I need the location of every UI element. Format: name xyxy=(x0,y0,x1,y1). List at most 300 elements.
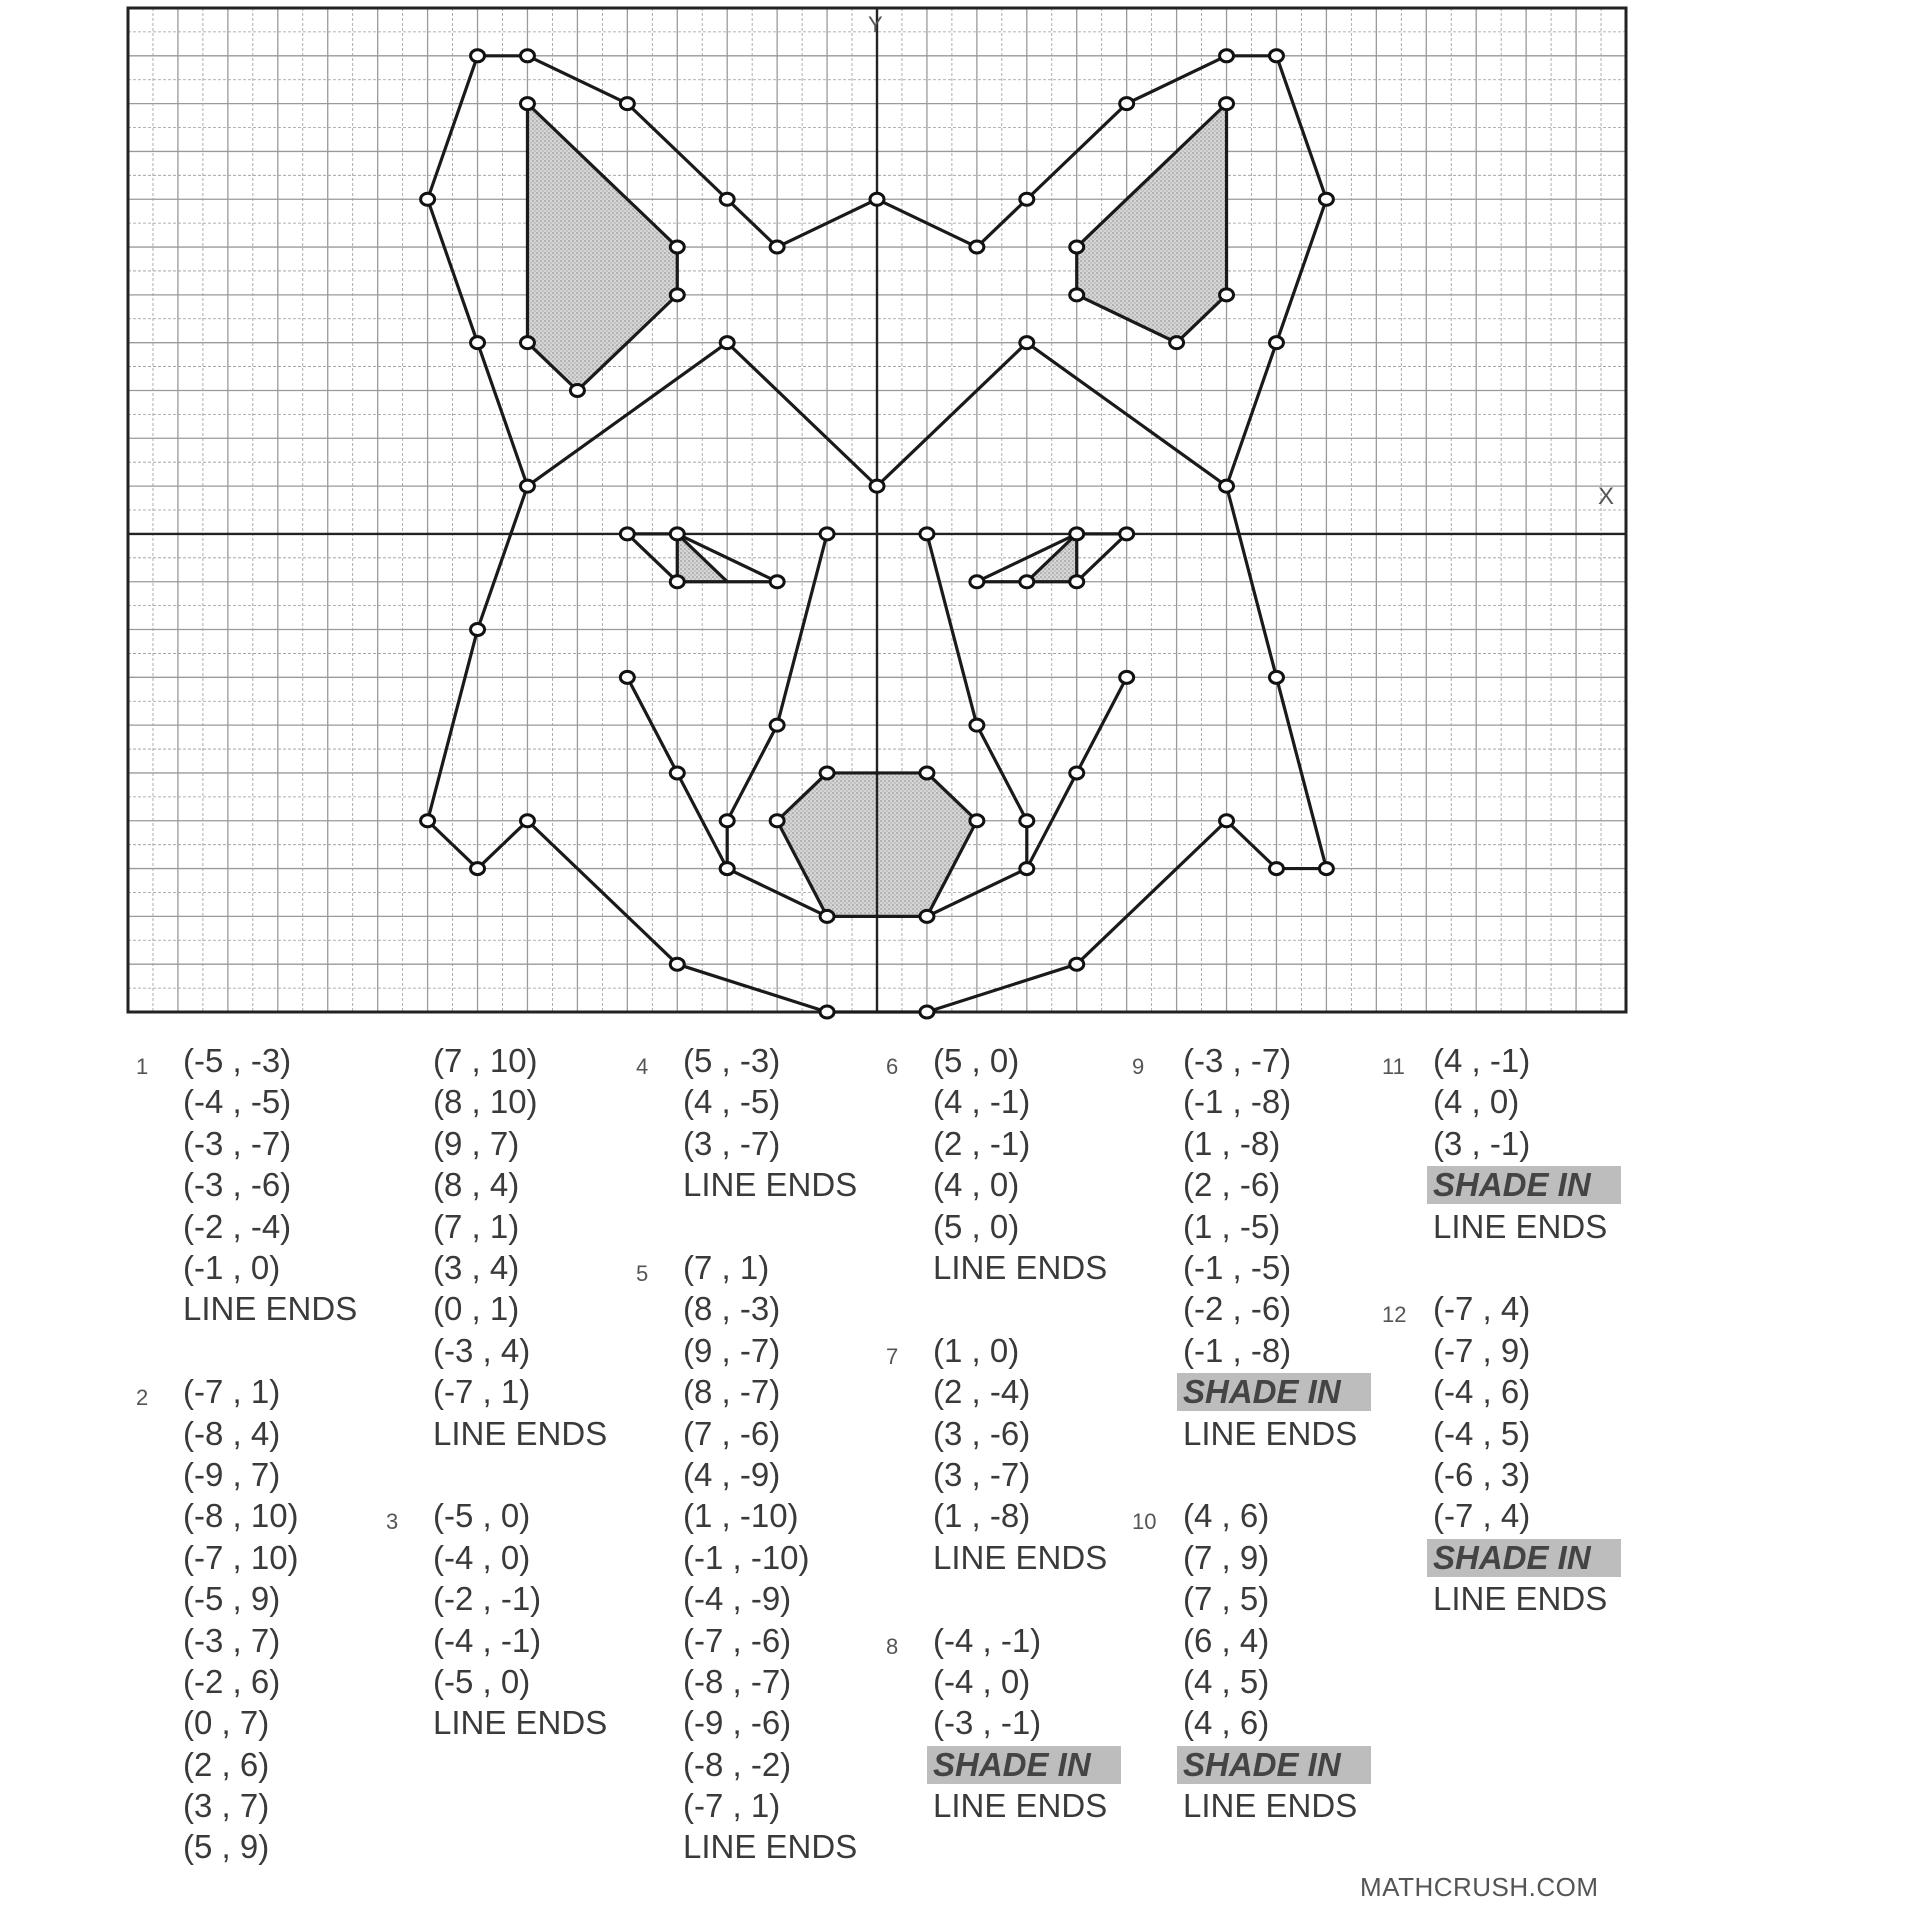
list-item xyxy=(933,1620,1121,1661)
point-marker xyxy=(471,50,485,62)
coordinate-pair: (1 , 0) xyxy=(933,1331,1020,1369)
point-marker xyxy=(1319,193,1333,205)
list-item xyxy=(183,1744,299,1785)
coordinate-pair: (7 , 5) xyxy=(1183,1580,1270,1618)
list-item xyxy=(183,1164,357,1205)
instruction-group-9 xyxy=(1132,1040,1371,1454)
coordinate-pair: (-7 , 4) xyxy=(1433,1497,1531,1535)
point-marker xyxy=(1220,480,1234,492)
list-item xyxy=(933,1413,1107,1454)
coordinate-pair: (-7 , 4) xyxy=(1433,1290,1531,1328)
coordinate-pair: (4 , 6) xyxy=(1183,1704,1270,1742)
coordinate-pair: (-3 , -7) xyxy=(1183,1042,1292,1079)
point-marker xyxy=(520,98,534,110)
list-item xyxy=(1183,1537,1371,1578)
list-item xyxy=(433,1247,607,1288)
list-item xyxy=(1433,1537,1621,1578)
list-item xyxy=(1433,1454,1621,1495)
instruction-number: 7 xyxy=(886,1343,899,1369)
list-item xyxy=(683,1661,857,1702)
instruction-number: 2 xyxy=(136,1385,149,1411)
list-item xyxy=(1183,1040,1371,1081)
point-marker xyxy=(620,528,634,540)
list-item xyxy=(433,1040,607,1081)
shaded-region-12 xyxy=(527,104,677,391)
coordinate-pair: (3 , -7) xyxy=(683,1124,781,1162)
list-item xyxy=(1183,1371,1371,1412)
list-item xyxy=(933,1661,1121,1702)
point-marker xyxy=(770,241,784,253)
coordinate-pair: (5 , -3) xyxy=(683,1042,781,1079)
list-item xyxy=(433,1081,607,1122)
point-marker xyxy=(1070,289,1084,301)
list-item xyxy=(683,1826,857,1867)
list-item xyxy=(1183,1620,1371,1661)
instruction-group-6 xyxy=(886,1040,1108,1288)
list-item xyxy=(183,1578,299,1619)
list-item xyxy=(1183,1744,1371,1785)
list-item xyxy=(1183,1785,1371,1826)
list-item xyxy=(1433,1495,1621,1536)
coordinate-pair: (1 , -8) xyxy=(1183,1124,1281,1162)
coordinate-pair: (2 , -1) xyxy=(933,1124,1031,1162)
list-item xyxy=(683,1330,857,1371)
coordinate-pair: (-9 , -6) xyxy=(683,1704,792,1742)
list-item xyxy=(933,1247,1107,1288)
list-item xyxy=(933,1371,1107,1412)
coordinate-pair: (9 , -7) xyxy=(683,1331,781,1369)
coordinate-pair: (4 , -5) xyxy=(683,1083,781,1121)
coordinate-pair: (-8 , 10) xyxy=(183,1497,299,1535)
line-ends-label: LINE ENDS xyxy=(183,1290,358,1328)
list-item xyxy=(683,1578,857,1619)
coordinate-pair: (-2 , 6) xyxy=(183,1662,281,1700)
point-marker xyxy=(1070,767,1084,779)
point-marker xyxy=(1020,863,1034,875)
coordinate-pair: (7 , 9) xyxy=(1183,1538,1270,1576)
y-axis-label: Y xyxy=(868,12,883,37)
point-marker xyxy=(1070,958,1084,970)
coordinate-pair: (-5 , 0) xyxy=(433,1497,531,1535)
list-item xyxy=(1183,1164,1371,1205)
instruction-number: 1 xyxy=(136,1054,149,1079)
point-marker xyxy=(670,528,684,540)
point-marker xyxy=(720,337,734,349)
list-item xyxy=(933,1330,1107,1371)
point-marker xyxy=(1020,337,1034,349)
list-item xyxy=(1183,1123,1371,1164)
credit-text: MATHCRUSH.COM xyxy=(1360,1872,1599,1902)
coordinate-pair: (-7 , 9) xyxy=(1433,1331,1531,1369)
coordinate-pair: (1 , -8) xyxy=(933,1497,1031,1535)
list-item xyxy=(933,1537,1107,1578)
coordinate-pair: (-7 , 1) xyxy=(183,1373,281,1411)
list-item xyxy=(683,1620,857,1661)
list-item xyxy=(933,1454,1107,1495)
point-marker xyxy=(471,337,485,349)
list-item xyxy=(1183,1578,1371,1619)
coordinate-pair: (7 , 10) xyxy=(433,1042,538,1079)
instruction-number: 5 xyxy=(636,1261,649,1286)
coordinate-pair: (3 , 4) xyxy=(433,1248,520,1286)
point-marker xyxy=(770,719,784,731)
instruction-group-4 xyxy=(636,1040,858,1206)
coordinate-pair: (-1 , -8) xyxy=(1183,1331,1292,1369)
coordinate-pair: (-1 , -8) xyxy=(1183,1083,1292,1121)
coordinate-pair: (-4 , 6) xyxy=(1433,1373,1531,1411)
point-marker xyxy=(1269,337,1283,349)
coordinate-pair: (-4 , -1) xyxy=(933,1621,1042,1659)
line-ends-label: LINE ENDS xyxy=(683,1166,858,1204)
list-item xyxy=(683,1785,857,1826)
instruction-number: 11 xyxy=(1382,1054,1405,1079)
point-marker xyxy=(870,480,884,492)
list-item xyxy=(433,1123,607,1164)
coordinate-pair: (-5 , 9) xyxy=(183,1580,281,1618)
instruction-number: 3 xyxy=(386,1509,399,1535)
coordinate-pair: (8 , 4) xyxy=(433,1166,520,1204)
instruction-number: 6 xyxy=(886,1054,899,1079)
list-item xyxy=(1433,1288,1621,1329)
list-item xyxy=(183,1081,357,1122)
point-marker xyxy=(820,767,834,779)
list-item xyxy=(183,1371,299,1412)
point-marker xyxy=(520,50,534,62)
point-marker xyxy=(471,624,485,636)
point-marker xyxy=(1220,98,1234,110)
point-marker xyxy=(1269,671,1283,683)
list-item xyxy=(183,1620,299,1661)
point-marker xyxy=(970,241,984,253)
coordinate-pair: (-3 , 4) xyxy=(433,1331,531,1369)
instruction-group-8 xyxy=(886,1620,1121,1827)
point-marker xyxy=(670,958,684,970)
coordinate-pair: (-7 , -6) xyxy=(683,1621,792,1659)
list-item xyxy=(683,1495,857,1536)
coordinate-pair: (3 , -7) xyxy=(933,1455,1031,1493)
point-marker xyxy=(720,193,734,205)
line-ends-label: LINE ENDS xyxy=(1183,1414,1358,1452)
coordinate-pair: (-1 , -5) xyxy=(1183,1248,1292,1286)
list-item xyxy=(683,1537,857,1578)
point-marker xyxy=(1120,98,1134,110)
point-marker xyxy=(421,193,435,205)
shade-in-label: SHADE IN xyxy=(1177,1746,1371,1784)
coordinate-pair: (-8 , -2) xyxy=(683,1745,792,1783)
point-marker xyxy=(1020,576,1034,588)
point-marker xyxy=(720,863,734,875)
list-item xyxy=(183,1040,357,1081)
instruction-group-10 xyxy=(1132,1495,1371,1826)
list-item xyxy=(1433,1081,1621,1122)
point-marker xyxy=(970,815,984,827)
coordinate-pair: (8 , -3) xyxy=(683,1290,781,1328)
point-marker xyxy=(920,910,934,922)
list-item xyxy=(1183,1413,1371,1454)
line-ends-label: LINE ENDS xyxy=(683,1828,858,1866)
coordinate-pair: (5 , 0) xyxy=(933,1207,1020,1245)
line-ends-label: LINE ENDS xyxy=(1183,1787,1358,1825)
shade-in-label: SHADE IN xyxy=(1427,1166,1621,1204)
point-marker xyxy=(1220,289,1234,301)
list-item xyxy=(933,1040,1107,1081)
point-marker xyxy=(770,576,784,588)
point-marker xyxy=(570,384,584,396)
point-marker xyxy=(620,671,634,683)
point-marker xyxy=(1070,241,1084,253)
coordinate-pair: (-6 , 3) xyxy=(1433,1455,1531,1493)
point-marker xyxy=(920,767,934,779)
point-marker xyxy=(520,815,534,827)
list-item xyxy=(1433,1578,1621,1619)
instruction-group-11 xyxy=(1382,1040,1621,1247)
list-item xyxy=(683,1247,857,1288)
coordinate-pair: (-7 , 10) xyxy=(183,1538,299,1576)
coordinate-pair: (-5 , 0) xyxy=(433,1662,531,1700)
coordinate-pair: (-4 , -5) xyxy=(183,1083,292,1121)
point-marker xyxy=(1120,671,1134,683)
point-marker xyxy=(520,337,534,349)
list-item xyxy=(433,1413,607,1454)
coordinate-pair: (3 , -6) xyxy=(933,1414,1031,1452)
shade-in-label: SHADE IN xyxy=(1427,1539,1621,1577)
point-marker xyxy=(870,193,884,205)
list-item xyxy=(183,1206,357,1247)
list-item xyxy=(183,1537,299,1578)
list-item xyxy=(683,1081,857,1122)
coordinate-pair: (0 , 1) xyxy=(433,1290,520,1328)
list-item xyxy=(433,1371,607,1412)
coordinate-pair: (-5 , -3) xyxy=(183,1042,292,1079)
coordinate-pair: (-3 , 7) xyxy=(183,1621,281,1659)
coordinate-pair: (-4 , -9) xyxy=(683,1580,792,1618)
point-marker xyxy=(920,528,934,540)
coordinate-pair: (-1 , -10) xyxy=(683,1538,810,1576)
coordinate-pair: (-7 , 1) xyxy=(433,1373,531,1411)
coordinate-pair: (-1 , 0) xyxy=(183,1248,281,1286)
coordinate-pair: (-8 , -7) xyxy=(683,1662,792,1700)
coordinate-pair: (-2 , -6) xyxy=(1183,1290,1292,1328)
coordinate-pair: (2 , -6) xyxy=(1183,1166,1281,1204)
point-marker xyxy=(720,815,734,827)
coordinate-pair: (-3 , -6) xyxy=(183,1166,292,1204)
instruction-number: 4 xyxy=(636,1054,649,1079)
list-item xyxy=(1433,1164,1621,1205)
line-ends-label: LINE ENDS xyxy=(933,1787,1108,1825)
coordinate-pair: (7 , 1) xyxy=(683,1249,770,1286)
point-marker xyxy=(1020,815,1034,827)
coordinate-pair: (-4 , -1) xyxy=(433,1621,542,1659)
list-item xyxy=(933,1702,1121,1743)
coordinate-pair: (5 , 0) xyxy=(933,1042,1020,1079)
point-marker xyxy=(1170,337,1184,349)
point-marker xyxy=(1120,528,1134,540)
instruction-group-1 xyxy=(136,1040,358,1330)
coordinate-pair: (-2 , -4) xyxy=(183,1207,292,1245)
list-item xyxy=(183,1288,357,1329)
list-item xyxy=(1183,1206,1371,1247)
coordinate-pair: (-8 , 4) xyxy=(183,1414,281,1452)
list-item xyxy=(933,1744,1121,1785)
list-item xyxy=(933,1081,1107,1122)
list-item xyxy=(1183,1247,1371,1288)
coordinate-pair: (1 , -5) xyxy=(1183,1207,1281,1245)
list-item xyxy=(933,1495,1107,1536)
list-item xyxy=(433,1578,607,1619)
line-ends-label: LINE ENDS xyxy=(1433,1580,1608,1618)
instruction-group-12 xyxy=(1382,1288,1621,1619)
point-marker xyxy=(1070,528,1084,540)
list-item xyxy=(1433,1413,1621,1454)
point-marker xyxy=(520,480,534,492)
coordinate-pair: (-2 , -1) xyxy=(433,1580,542,1618)
instruction-group-7 xyxy=(886,1330,1108,1578)
coordinate-pair: (3 , -1) xyxy=(1433,1124,1531,1162)
coordinate-pair: (-3 , -1) xyxy=(933,1704,1042,1742)
list-item xyxy=(1433,1040,1621,1081)
list-item xyxy=(1183,1661,1371,1702)
coordinate-pair: (-9 , 7) xyxy=(183,1455,281,1493)
list-item xyxy=(683,1454,857,1495)
coordinate-pair: (4 , -1) xyxy=(1433,1042,1531,1079)
coordinate-pair: (8 , -7) xyxy=(683,1373,781,1411)
line-ends-label: LINE ENDS xyxy=(433,1414,608,1452)
list-item xyxy=(933,1123,1107,1164)
list-item xyxy=(433,1661,607,1702)
list-item xyxy=(433,1330,607,1371)
list-item xyxy=(183,1702,299,1743)
point-marker xyxy=(970,576,984,588)
coordinate-pair: (9 , 7) xyxy=(433,1124,520,1162)
list-item xyxy=(183,1247,357,1288)
point-marker xyxy=(820,528,834,540)
line-ends-label: LINE ENDS xyxy=(433,1704,608,1742)
line-ends-label: LINE ENDS xyxy=(933,1248,1108,1286)
coordinate-pair: (3 , 7) xyxy=(183,1787,270,1825)
coordinate-pair: (-4 , 0) xyxy=(433,1538,531,1576)
coordinate-pair: (4 , -9) xyxy=(683,1455,781,1493)
coordinate-pair: (-4 , 5) xyxy=(1433,1414,1531,1452)
coordinate-pair: (4 , 0) xyxy=(1433,1083,1520,1121)
point-marker xyxy=(670,576,684,588)
list-item xyxy=(683,1164,857,1205)
list-item xyxy=(183,1454,299,1495)
coordinate-pair: (7 , 1) xyxy=(433,1207,520,1245)
list-item xyxy=(433,1620,607,1661)
point-marker xyxy=(1020,193,1034,205)
list-item xyxy=(433,1206,607,1247)
list-item xyxy=(183,1826,299,1867)
list-item xyxy=(433,1288,607,1329)
list-item xyxy=(1183,1702,1371,1743)
list-item xyxy=(1433,1123,1621,1164)
coordinate-pair: (2 , 6) xyxy=(183,1745,270,1783)
x-axis-label: X xyxy=(1598,483,1615,510)
list-item xyxy=(683,1413,857,1454)
point-marker xyxy=(1269,863,1283,875)
list-item xyxy=(433,1495,607,1536)
list-item xyxy=(433,1537,607,1578)
coordinate-pair: (5 , 9) xyxy=(183,1828,270,1866)
coordinate-pair: (0 , 7) xyxy=(183,1704,270,1742)
coordinate-pair: (-3 , -7) xyxy=(183,1124,292,1162)
list-item xyxy=(183,1413,299,1454)
point-marker xyxy=(1269,50,1283,62)
list-item xyxy=(683,1040,857,1081)
list-item xyxy=(183,1495,299,1536)
list-item xyxy=(1183,1288,1371,1329)
point-marker xyxy=(820,1006,834,1018)
list-item xyxy=(1433,1371,1621,1412)
shade-in-label: SHADE IN xyxy=(927,1746,1121,1784)
list-item xyxy=(433,1702,607,1743)
list-item xyxy=(683,1123,857,1164)
list-item xyxy=(683,1371,857,1412)
list-item xyxy=(1433,1330,1621,1371)
point-marker xyxy=(670,289,684,301)
point-marker xyxy=(920,1006,934,1018)
instruction-number: 10 xyxy=(1132,1509,1157,1535)
coordinate-pair: (7 , -6) xyxy=(683,1414,781,1452)
point-marker xyxy=(620,98,634,110)
instruction-group-5 xyxy=(636,1247,858,1868)
point-marker xyxy=(1220,815,1234,827)
list-item xyxy=(183,1785,299,1826)
list-item xyxy=(1183,1495,1371,1536)
list-item xyxy=(183,1661,299,1702)
list-item xyxy=(683,1702,857,1743)
coordinate-pair: (4 , 6) xyxy=(1183,1497,1270,1535)
shade-in-label: SHADE IN xyxy=(1177,1373,1371,1411)
instruction-group-cont xyxy=(433,1040,607,1454)
instruction-group-3 xyxy=(386,1495,608,1743)
list-item xyxy=(683,1288,857,1329)
coordinate-pair: (2 , -4) xyxy=(933,1373,1031,1411)
point-marker xyxy=(421,815,435,827)
point-marker xyxy=(471,863,485,875)
point-marker xyxy=(670,767,684,779)
point-marker xyxy=(1319,863,1333,875)
coordinate-pair: (6 , 4) xyxy=(1183,1621,1270,1659)
coordinate-pair: (-4 , 0) xyxy=(933,1662,1031,1700)
point-marker xyxy=(1220,50,1234,62)
point-marker xyxy=(770,815,784,827)
list-item xyxy=(683,1744,857,1785)
coordinate-pair: (8 , 10) xyxy=(433,1083,538,1121)
instruction-number: 12 xyxy=(1382,1302,1407,1328)
line-ends-label: LINE ENDS xyxy=(933,1538,1108,1576)
list-item xyxy=(933,1785,1121,1826)
list-item xyxy=(183,1123,357,1164)
coordinate-pair: (-7 , 1) xyxy=(683,1787,781,1825)
instruction-number: 8 xyxy=(886,1633,899,1659)
list-item xyxy=(1183,1330,1371,1371)
list-item xyxy=(933,1164,1107,1205)
point-marker xyxy=(970,719,984,731)
coordinate-pair: (4 , -1) xyxy=(933,1083,1031,1121)
point-marker xyxy=(670,241,684,253)
list-item xyxy=(933,1206,1107,1247)
instruction-number: 9 xyxy=(1132,1054,1145,1079)
line-ends-label: LINE ENDS xyxy=(1433,1207,1608,1245)
list-item xyxy=(1183,1081,1371,1122)
point-marker xyxy=(1070,576,1084,588)
coordinate-pair: (4 , 5) xyxy=(1183,1662,1270,1700)
coordinate-pair: (1 , -10) xyxy=(683,1497,799,1535)
instruction-group-2 xyxy=(136,1371,299,1868)
list-item xyxy=(1433,1206,1621,1247)
coordinate-pair: (4 , 0) xyxy=(933,1166,1020,1204)
